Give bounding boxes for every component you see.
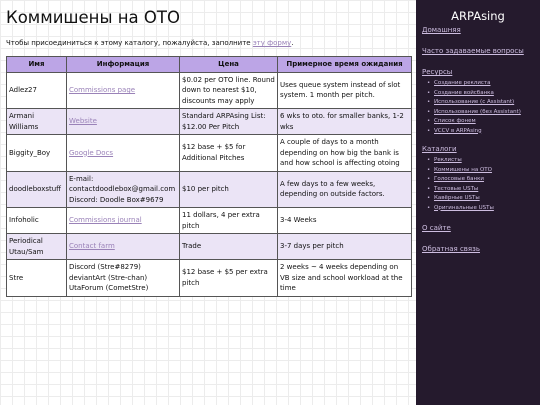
website-link[interactable]: Website <box>69 117 97 126</box>
cell-name: Stre <box>7 260 67 297</box>
catalog-link[interactable]: Кавёрные USTы <box>434 195 480 201</box>
col-header-price: Цена <box>180 57 278 73</box>
list-item[interactable] <box>427 79 534 89</box>
cell-price: Trade <box>180 234 278 260</box>
commissions-table <box>6 56 412 297</box>
list-item[interactable] <box>427 108 534 118</box>
list-item[interactable] <box>427 127 534 137</box>
resource-link[interactable]: VCCV в ARPAsing <box>434 127 482 134</box>
catalog-link[interactable]: Голосовые банки <box>434 176 484 182</box>
cell-wait: 2 weeks ~ 4 weeks depending on VB size and school workload at the time <box>278 260 412 297</box>
resources-list <box>422 79 534 136</box>
commissions-page-link[interactable]: Commissions page <box>69 86 136 94</box>
list-item[interactable] <box>427 156 534 166</box>
catalog-link[interactable]: Коммишены на ОТО <box>434 166 492 173</box>
table-row <box>7 135 412 172</box>
cell-info <box>67 72 180 109</box>
google-docs-link[interactable]: Google Docs <box>69 148 114 157</box>
table-row <box>7 72 412 109</box>
cell-price: $12 base + $5 for Additional Pitches <box>180 135 278 172</box>
cell-wait: 3-7 days per pitch <box>278 234 412 260</box>
cell-name: Biggity_Boy <box>7 135 67 172</box>
col-header-info: Информация <box>67 57 180 73</box>
cell-name: Armani Williams <box>7 109 67 135</box>
intro-text-end: . <box>291 39 294 47</box>
cell-name: Adlez27 <box>7 72 67 109</box>
nav-resources-heading[interactable]: Ресурсы <box>422 68 453 76</box>
catalog-link[interactable]: Оригинальные USTы <box>434 204 494 211</box>
catalogs-list <box>422 156 534 213</box>
cell-price: $10 per pitch <box>180 171 278 208</box>
cell-price: Standard ARPAsing List: $12.00 Per Pitch <box>180 109 278 135</box>
cell-wait: 3-4 Weeks <box>278 208 412 234</box>
cell-info <box>67 234 180 260</box>
resource-link[interactable]: Использование (без Assistant) <box>434 108 521 115</box>
nav-faq-link[interactable]: Часто задаваемые вопросы <box>422 47 524 55</box>
cell-wait: 6 wks to oto. for smaller banks, 1-2 wks <box>278 109 412 135</box>
cell-name: Infoholic <box>7 208 67 234</box>
cell-info <box>67 208 180 234</box>
table-row <box>7 234 412 260</box>
cell-info <box>67 135 180 172</box>
table-row <box>7 260 412 297</box>
cell-name: doodleboxstuff <box>7 171 67 208</box>
nav-feedback-link[interactable]: Обратная связь <box>422 245 480 253</box>
site-brand: ARPAsing <box>451 9 505 23</box>
cell-price: $0.02 per OTO line. Round down to nearest $10, discounts may apply <box>180 72 278 109</box>
intro-text-body: Чтобы присоединиться к этому каталогу, пожалуйста, заполните <box>6 39 251 47</box>
cell-price: $12 base + $5 per extra pitch <box>180 260 278 297</box>
commissions-journal-link[interactable]: Commissions journal <box>69 216 142 225</box>
contact-farm-link[interactable]: Contact farm <box>69 242 115 251</box>
join-form-link[interactable]: эту форму <box>252 39 292 47</box>
nav-about-link[interactable]: О сайте <box>422 224 451 232</box>
resource-link[interactable]: Список фонем <box>434 118 476 124</box>
cell-info: Discord (Stre#8279) deviantArt (Stre-chan) UtaForum (CometStre) <box>67 260 180 297</box>
list-item[interactable] <box>427 98 534 108</box>
list-item[interactable] <box>427 166 534 176</box>
table-row <box>7 171 412 208</box>
nav-catalogs-heading[interactable]: Каталоги <box>422 145 457 153</box>
page-title: Коммишены на ОТО <box>6 8 180 27</box>
cell-wait: Uses queue system instead of slot system. 1 month per pitch. <box>278 72 412 109</box>
list-item[interactable] <box>427 117 534 127</box>
list-item[interactable] <box>427 175 534 185</box>
sidebar <box>416 0 540 405</box>
nav-home-link[interactable]: Домашняя <box>422 26 461 34</box>
col-header-wait: Примерное время ожидания <box>278 57 412 73</box>
intro-text <box>6 38 410 48</box>
cell-wait: A couple of days to a month depending on how big the bank is and how school is affecting otoing <box>278 135 412 172</box>
resource-link[interactable]: Использование (с Assistant) <box>434 99 515 105</box>
table-row <box>7 208 412 234</box>
resource-link[interactable]: Создание реклиста <box>434 80 491 86</box>
resource-link[interactable]: Создание войсбанка <box>434 89 494 96</box>
list-item[interactable] <box>427 194 534 204</box>
cell-info <box>67 109 180 135</box>
list-item[interactable] <box>427 185 534 195</box>
cell-wait: A few days to a few weeks, depending on outside factors. <box>278 171 412 208</box>
list-item[interactable] <box>427 89 534 99</box>
table-row <box>7 109 412 135</box>
catalog-link[interactable]: Тестовые USTы <box>434 185 479 192</box>
table-header-row <box>7 57 412 73</box>
cell-info: E-mail: contactdoodlebox@gmail.com Discord: Doodle Box#9679 <box>67 171 180 208</box>
cell-price: 11 dollars, 4 per extra pitch <box>180 208 278 234</box>
list-item[interactable] <box>427 204 534 214</box>
cell-name: Periodical Utau/Sam <box>7 234 67 260</box>
catalog-link[interactable]: Реклисты <box>434 157 462 163</box>
col-header-name: Имя <box>7 57 67 73</box>
